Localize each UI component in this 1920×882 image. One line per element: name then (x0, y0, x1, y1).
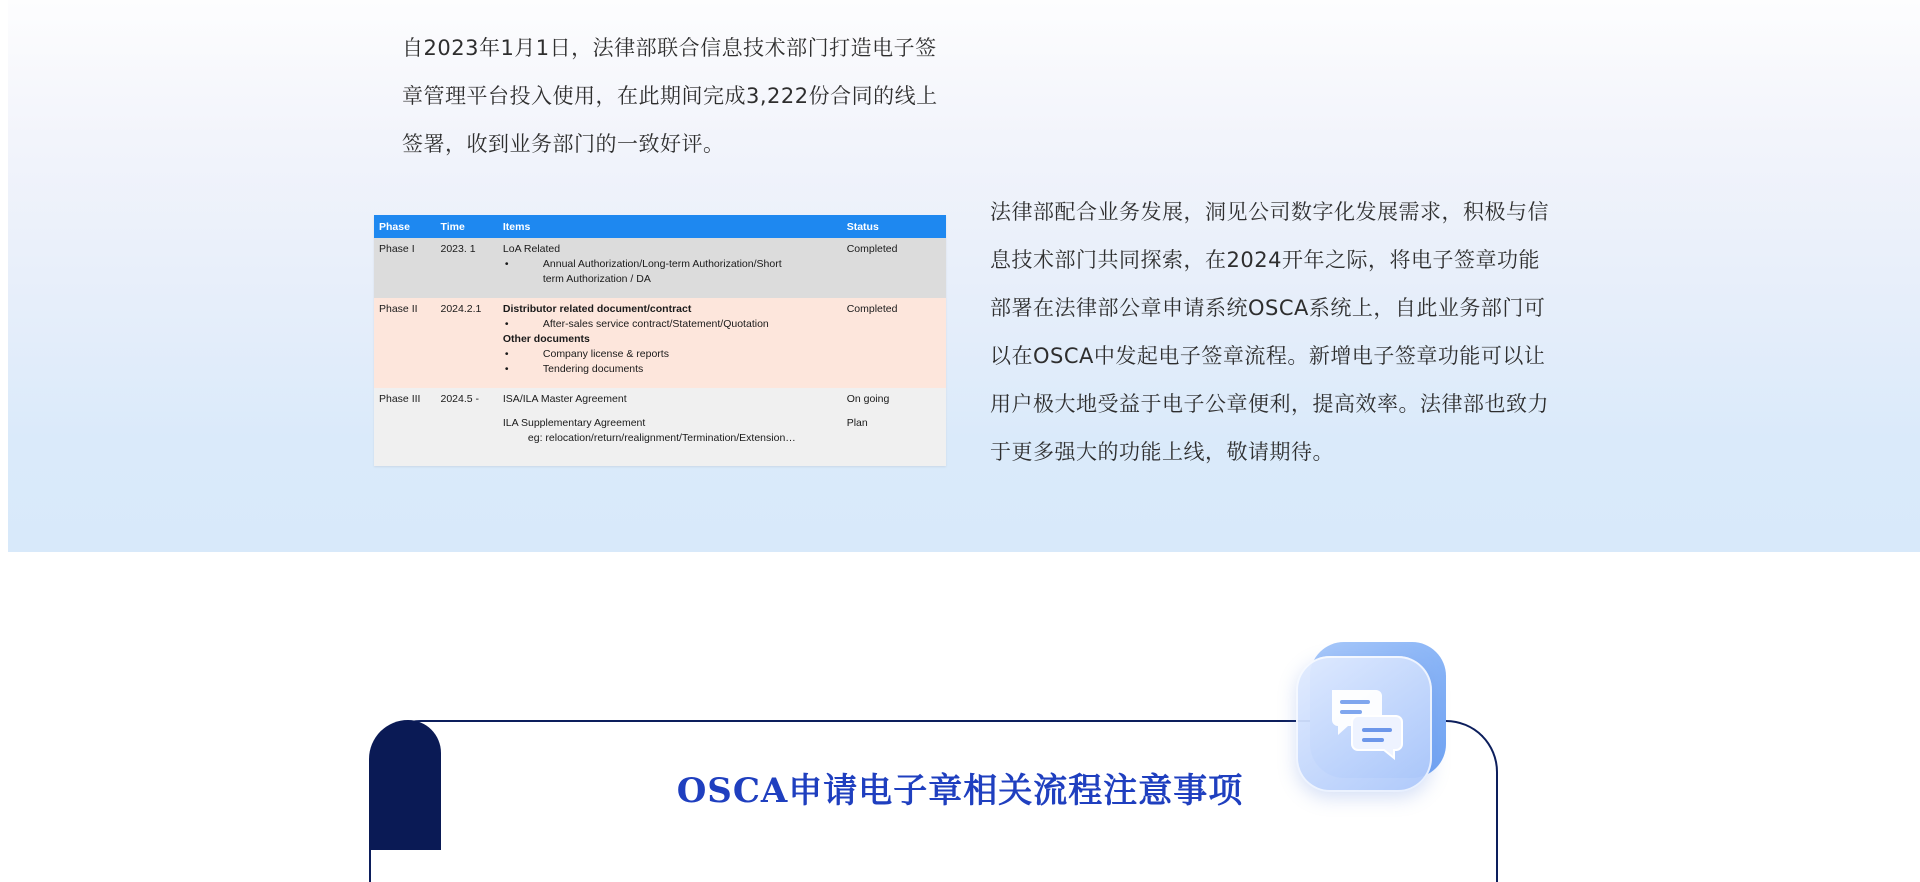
item-title: LoA Related (502, 243, 561, 255)
item-title: Distributor related document/contract (502, 303, 692, 315)
phase-table (374, 215, 946, 466)
table-row (374, 388, 946, 466)
top-background-band (8, 0, 1920, 552)
item-detail: eg: relocation/return/realignment/Termination/Extension… (527, 432, 796, 444)
item-bullet-continued: term Authorization / DA (542, 273, 651, 285)
item-bullet: • After-sales service contract/Statement/Quotation (503, 317, 842, 332)
item-title: ISA/ILA Master Agreement (502, 393, 627, 405)
cell-phase: Phase II (374, 298, 436, 388)
item-bullet: • Tendering documents (503, 362, 842, 377)
header-phase: Phase (374, 215, 436, 238)
table-row (374, 238, 946, 298)
cell-phase: Phase I (374, 238, 436, 298)
table-header-row (374, 215, 946, 238)
item-title-2: ILA Supplementary Agreement (502, 417, 646, 429)
notice-card-title: OSCA申请电子章相关流程注意事项 (676, 771, 1244, 811)
cell-items (498, 388, 842, 466)
cell-time: 2024.5 - (436, 388, 498, 466)
item-subtitle: Other documents (502, 333, 590, 345)
item-bullet: • Company license & reports (503, 347, 842, 362)
item-bullet: • Annual Authorization/Long-term Authorization/Short (503, 257, 842, 272)
chat-bubbles-icon (1296, 642, 1446, 794)
header-time: Time (436, 215, 498, 238)
cell-time: 2023. 1 (436, 238, 498, 298)
table-row (374, 298, 946, 388)
header-items: Items (498, 215, 842, 238)
chat-bubbles-glyph (1328, 686, 1404, 762)
cell-phase: Phase III (374, 388, 436, 466)
header-status: Status (842, 215, 946, 238)
status-value: On going (846, 393, 890, 405)
cell-items (498, 238, 842, 298)
cell-status: Completed (842, 298, 946, 388)
intro-paragraph-left: 自2023年1月1日，法律部联合信息技术部门打造电子签章管理平台投入使用，在此期间完成3,222份合同的线上签署，收到业务部门的一致好评。 (402, 36, 938, 156)
cell-status: Completed (842, 238, 946, 298)
intro-paragraph-right: 法律部配合业务发展，洞见公司数字化发展需求，积极与信息技术部门共同探索，在2024开年之际，将电子签章功能部署在法律部公章申请系统OSCA系统上，自此业务部门可以在OSCA中发起电子签章流程。新增电子签章功能可以让用户极大地受益于电子公章便利，提高效率。法律部也致力于更多强大的功能上线，敬请期待。 (990, 200, 1549, 464)
cell-items (498, 298, 842, 388)
cell-time: 2024.2.1 (436, 298, 498, 388)
cell-status (842, 388, 946, 466)
status-value-2: Plan (846, 417, 868, 429)
